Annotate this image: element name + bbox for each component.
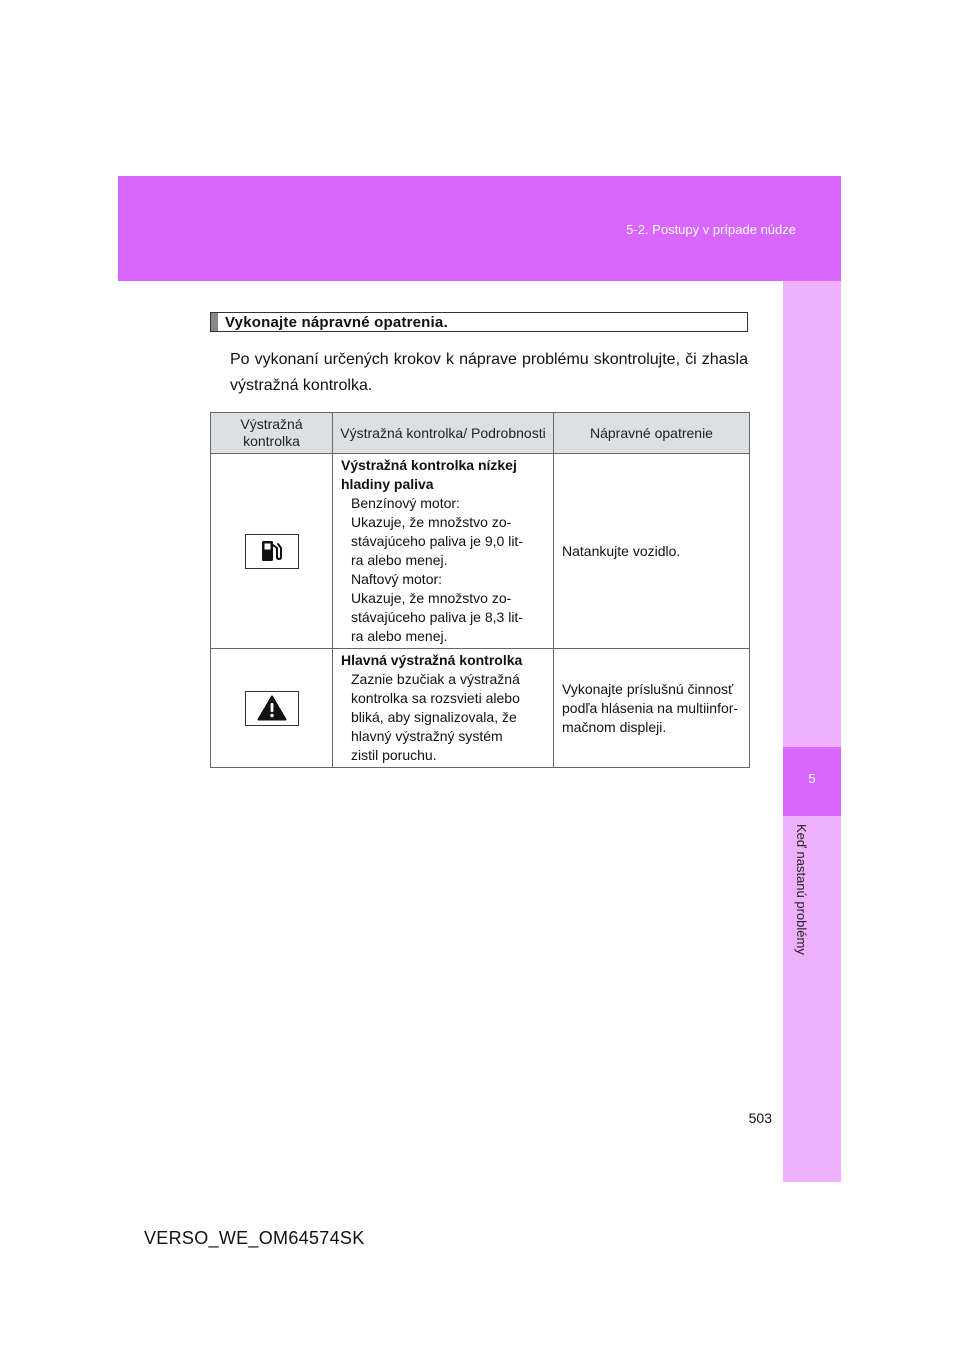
- detail-body: [341, 494, 545, 646]
- heading-accent-bar: [211, 313, 218, 331]
- detail-line: stávajúceho paliva je 9,0 lit-: [351, 533, 523, 549]
- detail-line: Naftový motor:: [351, 571, 443, 587]
- detail-line: Zaznie bzučiak a výstražná: [351, 671, 520, 687]
- step-heading: [210, 312, 748, 332]
- icon-cell: [211, 649, 333, 768]
- warning-table: [210, 412, 750, 768]
- icon-cell: [211, 454, 333, 649]
- table-row: [211, 649, 750, 768]
- chapter-number: 5: [808, 771, 816, 786]
- header-band: [118, 176, 841, 281]
- details-cell: [333, 454, 554, 649]
- chapter-number-tab: [783, 747, 841, 816]
- details-cell: [333, 649, 554, 768]
- action-cell: Vykonajte príslušnú činnosť podľa hlásenia na multiinfor-mačnom displeji.: [554, 649, 750, 768]
- detail-line: Ukazuje, že množstvo zo-: [351, 514, 512, 530]
- chapter-title: Keď nastanú problémy: [794, 824, 809, 955]
- section-label: 5-2. Postupy v prípade núdze: [626, 222, 796, 237]
- table-header-row: [211, 413, 750, 454]
- detail-line: ra alebo menej.: [351, 628, 448, 644]
- table-row: [211, 454, 750, 649]
- detail-line: hlavný výstražný systém: [351, 728, 503, 744]
- detail-line: ra alebo menej.: [351, 552, 448, 568]
- detail-line: Ukazuje, že množstvo zo-: [351, 590, 512, 606]
- page-number: 503: [748, 1110, 772, 1126]
- chapter-side-tab: [783, 281, 841, 1182]
- header-details: Výstražná kontrolka/ Podrobnosti: [333, 413, 554, 454]
- document-code: VERSO_WE_OM64574SK: [144, 1228, 365, 1248]
- detail-line: zistil poruchu.: [351, 747, 437, 763]
- detail-title: Výstražná kontrolka nízkej hladiny paliva: [341, 457, 517, 492]
- header-warning-light: Výstražná kontrolka: [211, 413, 333, 454]
- warning-triangle-icon: [245, 691, 299, 726]
- action-cell: Natankujte vozidlo.: [554, 454, 750, 649]
- header-action: Nápravné opatrenie: [554, 413, 750, 454]
- detail-body: [341, 670, 545, 765]
- detail-line: bliká, aby signalizovala, že: [351, 709, 517, 725]
- fuel-pump-icon: [245, 534, 299, 569]
- detail-line: stávajúceho paliva je 8,3 lit-: [351, 609, 523, 625]
- step-heading-text: Vykonajte nápravné opatrenia.: [225, 313, 448, 331]
- intro-paragraph: Po vykonaní určených krokov k náprave problému skontrolujte, či zhasla výstražná kontrolka.: [230, 351, 748, 394]
- detail-title: Hlavná výstražná kontrolka: [341, 652, 523, 668]
- detail-line: Benzínový motor:: [351, 495, 460, 511]
- detail-line: kontrolka sa rozsvieti alebo: [351, 690, 520, 706]
